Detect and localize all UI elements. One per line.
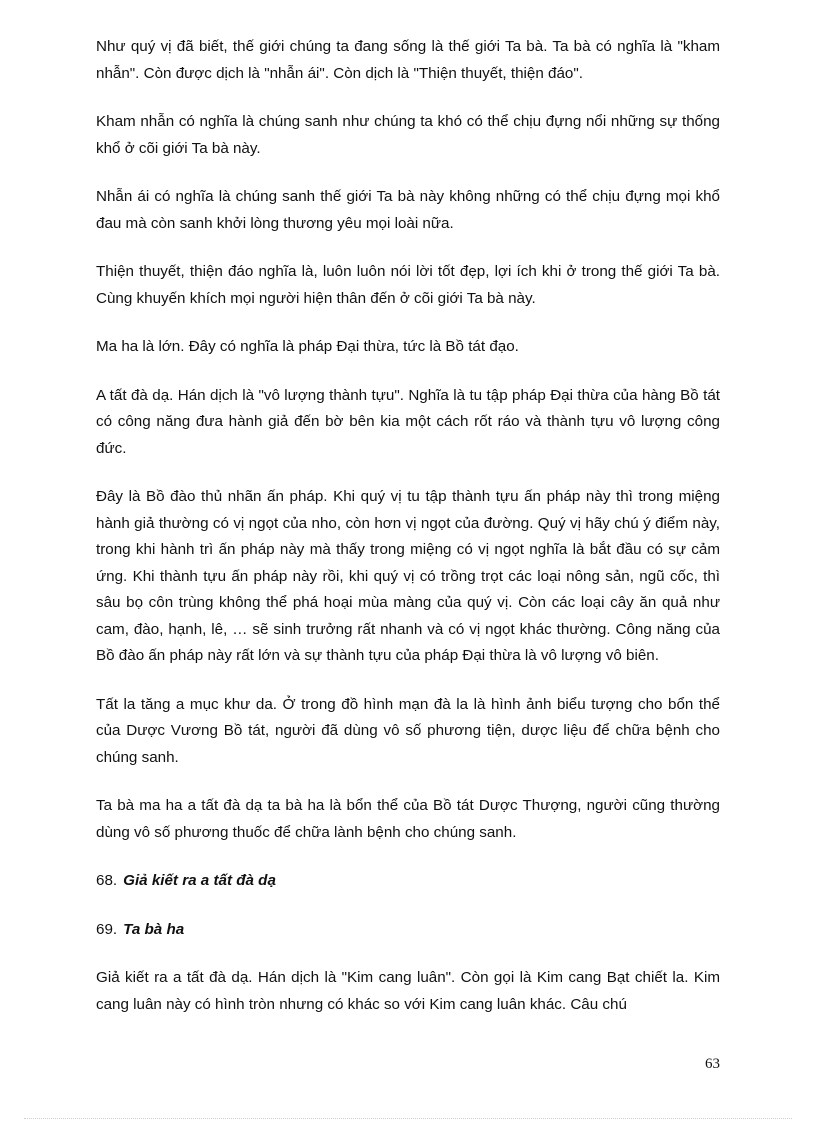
paragraph-ta-ba-ma-ha: Ta bà ma ha a tất đà dạ ta bà ha là bổn thể của Bồ tát Dược Thượng, người cũng thường dùng vô số phương thuốc để chữa lành bệnh cho chúng sanh.	[96, 797, 720, 841]
section-heading-68	[96, 868, 720, 895]
paragraph-gia-kiet-ra: Giả kiết ra a tất đà dạ. Hán dịch là "Kim cang luân". Còn gọi là Kim cang Bạt chiết la. Kim cang luân này có hình tròn nhưng có khác so với Kim cang luân khác. Câu chú	[96, 969, 720, 1013]
heading-title: Ta bà ha	[123, 920, 185, 938]
paragraph-ma-ha: Ma ha là lớn. Đây có nghĩa là pháp Đại thừa, tức là Bồ tát đạo.	[96, 338, 519, 355]
paragraph-tat-la-tang: Tất la tăng a mục khư da. Ở trong đồ hình mạn đà la là hình ảnh biểu tượng cho bổn thể của Dược Vương Bồ tát, người đã dùng vô số phương tiện, dược liệu để chữa bệnh cho chúng sanh.	[96, 695, 720, 766]
paragraph-thien-thuyet: Thiện thuyết, thiện đáo nghĩa là, luôn luôn nói lời tốt đẹp, lợi ích khi ở trong thế giới Ta bà. Cùng khuyến khích mọi người hiện thân đến ở cõi giới Ta bà này.	[96, 263, 720, 307]
page-content	[96, 34, 720, 1040]
heading-number: 69.	[96, 920, 118, 938]
paragraph-bo-dao-an-phap: Đây là Bồ đào thủ nhãn ấn pháp. Khi quý vị tu tập thành tựu ấn pháp này thì trong miệng hành giả thường có vị ngọt của nho, còn hơn vị ngọt của đường. Quý vị hãy chú ý điểm này, trong khi hành trì ấn pháp này mà thấy trong miệng có vị ngọt nghĩa là bắt đầu có sự cảm ứng. Khi thành tựu ấn pháp này rồi, khi quý vị có trồng trọt các loại nông sản, ngũ cốc, thì sâu bọ côn trùng không thể phá hoại mùa màng của quý vị. Còn các loại cây ăn quả như cam, đào, hạnh, lê, … sẽ sinh trưởng rất nhanh và có vị ngọt khác thường. Công năng của Bồ đào ấn pháp này rất lớn và sự thành tựu của pháp Đại thừa là vô lượng vô biên.	[96, 488, 720, 664]
paragraph-ta-ba: Như quý vị đã biết, thế giới chúng ta đang sống là thế giới Ta bà. Ta bà có nghĩa là "kham nhẫn". Còn được dịch là "nhẫn ái". Còn dịch là "Thiện thuyết, thiện đáo".	[96, 38, 720, 82]
heading-title: Giả kiết ra a tất đà dạ	[123, 872, 276, 889]
paragraph-nhan-ai: Nhẫn ái có nghĩa là chúng sanh thế giới Ta bà này không những có thể chịu đựng mọi khổ đau mà còn sanh khởi lòng thương yêu mọi loài nữa.	[96, 188, 720, 232]
section-heading-69	[96, 917, 720, 944]
paragraph-a-tat-da-da: A tất đà dạ. Hán dịch là "vô lượng thành tựu". Nghĩa là tu tập pháp Đại thừa của hàng Bồ tát có công năng đưa hành giả đến bờ bên kia một cách rốt ráo và thành tựu vô lượng công đức.	[96, 386, 720, 457]
page-number: 63	[705, 1056, 720, 1072]
heading-number: 68.	[96, 872, 118, 889]
page-bottom-divider	[24, 1118, 792, 1119]
paragraph-kham-nhan: Kham nhẫn có nghĩa là chúng sanh như chúng ta khó có thể chịu đựng nổi những sự thống khổ ở cõi giới Ta bà này.	[96, 113, 720, 157]
